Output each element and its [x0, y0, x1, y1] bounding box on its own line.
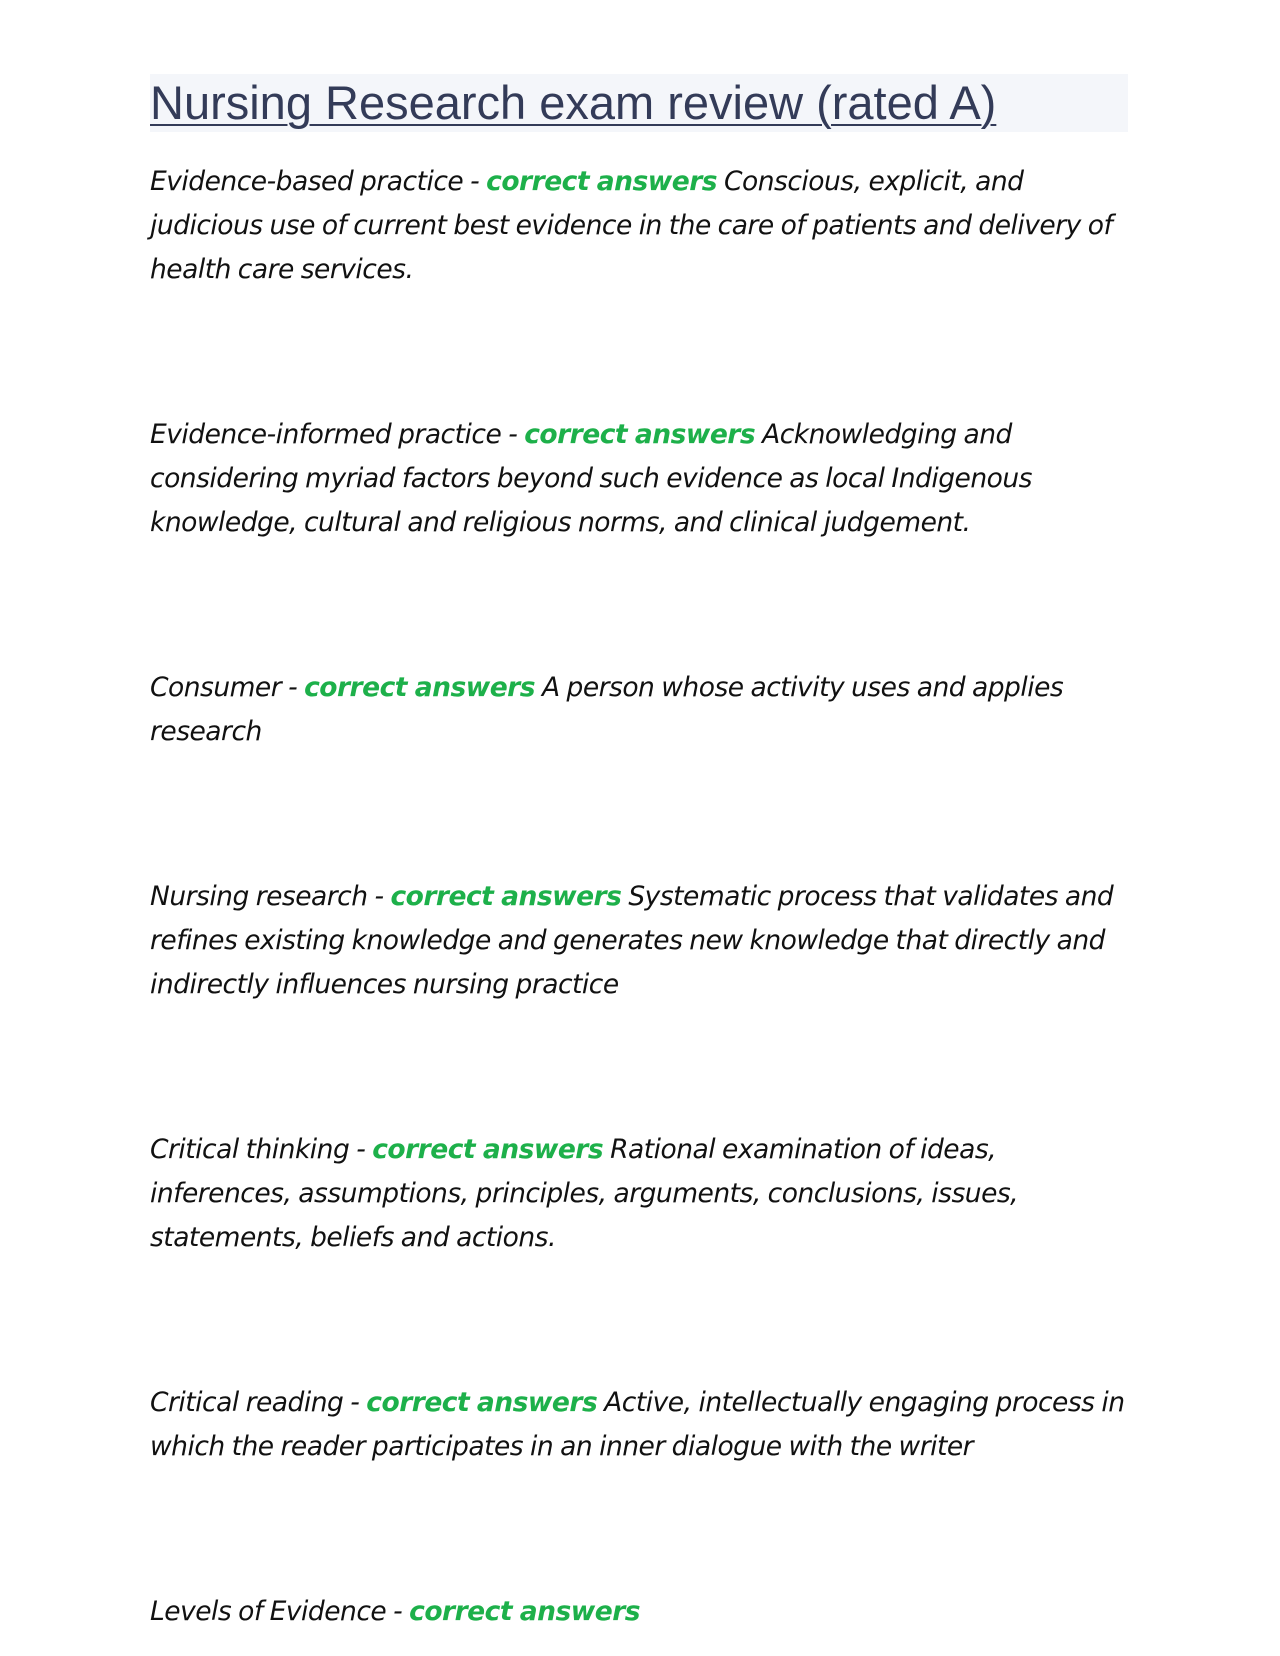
entry-separator: -: [343, 1387, 367, 1418]
flashcard-entry: [150, 413, 1135, 545]
entry-term: Evidence-informed practice: [150, 419, 502, 450]
entry-definition: A person whose activity uses and applies research: [150, 672, 1064, 747]
correct-answers-label: correct answers: [524, 419, 756, 450]
entry-definition: Active, intellectually engaging process in which the reader participates in an inner dialogue with the writer: [150, 1387, 1125, 1462]
flashcard-entry: [150, 666, 1135, 754]
flashcard-entry: [150, 875, 1135, 1007]
correct-answers-label: correct answers: [366, 1387, 598, 1418]
entry-term: Levels of Evidence: [150, 1596, 387, 1627]
correct-answers-label: correct answers: [304, 672, 536, 703]
correct-answers-label: correct answers: [486, 166, 718, 197]
entry-separator: -: [463, 166, 487, 197]
flashcard-entry: [150, 1128, 1135, 1260]
entry-term: Critical reading: [150, 1387, 344, 1418]
entry-definition: Conscious, explicit, and judicious use of current best evidence in the care of patients and delivery of health care services.: [150, 166, 1113, 285]
entry-term: Nursing research: [150, 881, 368, 912]
entry-definition: Rational examination of ideas, inferences, assumptions, principles, arguments, conclusions, issues, statements, beliefs and actions.: [150, 1134, 1019, 1253]
entry-separator: -: [349, 1134, 373, 1165]
flashcard-entry: [150, 1381, 1135, 1469]
entry-definition: Acknowledging and considering myriad factors beyond such evidence as local Indigenous knowledge, cultural and religious norms, and clinical judgement.: [150, 419, 1032, 538]
entry-separator: -: [386, 1596, 410, 1627]
entry-term: Critical thinking: [150, 1134, 350, 1165]
entry-separator: -: [367, 881, 391, 912]
entry-separator: -: [501, 419, 525, 450]
correct-answers-label: correct answers: [390, 881, 622, 912]
correct-answers-label: correct answers: [409, 1596, 641, 1627]
flashcard-entry: [150, 1590, 1135, 1634]
entry-separator: -: [281, 672, 305, 703]
entry-term: Consumer: [150, 672, 282, 703]
flashcard-list: [150, 160, 1135, 1634]
entry-definition: Systematic process that validates and refines existing knowledge and generates new knowledge that directly and indirectly influences nursing practice: [150, 881, 1114, 1000]
entry-term: Evidence-based practice: [150, 166, 464, 197]
document-title: Nursing Research exam review (rated A): [150, 76, 997, 129]
flashcard-entry: [150, 160, 1135, 292]
correct-answers-label: correct answers: [372, 1134, 604, 1165]
